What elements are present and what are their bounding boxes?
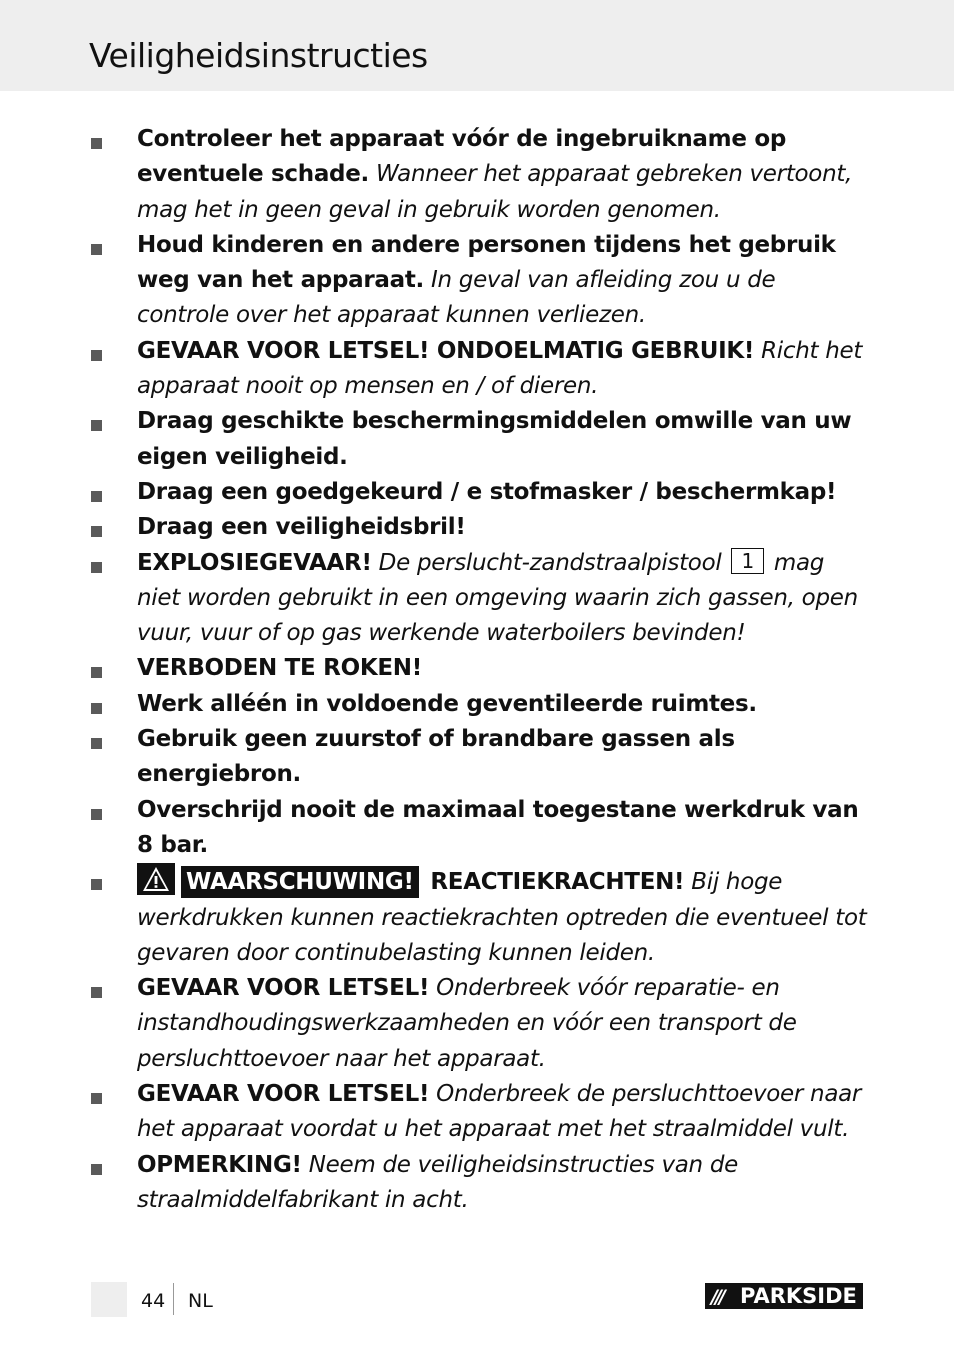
list-item: GEVAAR VOOR LETSEL! Onderbreek de persluchttoevoer naar het apparaat voordat u het apparaat met het straalmiddel vult.	[89, 1077, 869, 1148]
list-item: Overschrijd nooit de maximaal toegestane werkdruk van 8 bar.	[89, 793, 869, 864]
warning-triangle-icon	[137, 863, 175, 895]
list-item: Gebruik geen zuurstof of brandbare gassen als energiebron.	[89, 722, 869, 793]
instruction-list	[89, 122, 869, 1218]
list-item: WAARSCHUWING! REACTIEKRACHTEN! Bij hoge werkdrukken kunnen reactiekrachten optreden die eventueel tot gevaren door continubelasting kunnen leiden.	[89, 863, 869, 971]
parkside-logo	[705, 1283, 863, 1309]
footer-divider	[173, 1283, 174, 1315]
list-item: GEVAAR VOOR LETSEL! Onderbreek vóór reparatie- en instandhoudingswerkzaamheden en vóór een transport de persluchttoevoer naar het apparaat.	[89, 971, 869, 1077]
warning-label: WAARSCHUWING!	[181, 866, 419, 898]
square-bullet-icon	[91, 1164, 102, 1175]
square-bullet-icon	[91, 987, 102, 998]
list-item: Draag een veiligheidsbril!	[89, 510, 869, 545]
square-bullet-icon	[91, 526, 102, 537]
page-number: 44	[141, 1290, 166, 1312]
logo-brand-name: PARKSIDE	[740, 1284, 857, 1308]
square-bullet-icon	[91, 809, 102, 820]
square-bullet-icon	[91, 491, 102, 502]
square-bullet-icon	[91, 138, 102, 149]
list-item: Draag een goedgekeurd / e stofmasker / beschermkap!	[89, 475, 869, 510]
square-bullet-icon	[91, 350, 102, 361]
list-item: OPMERKING! Neem de veiligheidsinstructies van de straalmiddelfabrikant in acht.	[89, 1148, 869, 1219]
list-item: Draag geschikte beschermingsmiddelen omwille van uw eigen veiligheid.	[89, 404, 869, 475]
list-item: VERBODEN TE ROKEN!	[89, 651, 869, 686]
list-item: Houd kinderen en andere personen tijdens het gebruik weg van het apparaat. In geval van afleiding zou u de controle over het apparaat kunnen verliezen.	[89, 228, 869, 334]
list-item: GEVAAR VOOR LETSEL! ONDOELMATIG GEBRUIK! Richt het apparaat nooit op mensen en / of dieren.	[89, 334, 869, 405]
square-bullet-icon	[91, 738, 102, 749]
square-bullet-icon	[91, 1093, 102, 1104]
page-header	[0, 0, 954, 91]
square-bullet-icon	[91, 703, 102, 714]
square-bullet-icon	[91, 667, 102, 678]
square-bullet-icon	[91, 879, 102, 890]
list-item: Werk alléén in voldoende geventileerde ruimtes.	[89, 687, 869, 722]
square-bullet-icon	[91, 244, 102, 255]
square-bullet-icon	[91, 562, 102, 573]
logo-stripes: ///	[711, 1286, 723, 1308]
part-reference-box: 1	[731, 548, 763, 574]
square-bullet-icon	[91, 420, 102, 431]
language-code: NL	[188, 1290, 213, 1312]
list-item: Controleer het apparaat vóór de ingebruikname op eventuele schade. Wanneer het apparaat gebreken vertoont, mag het in geen geval in gebruik worden genomen.	[89, 122, 869, 228]
footer-page-marker	[91, 1282, 127, 1317]
list-item: EXPLOSIEGEVAAR! De perslucht-zandstraalpistool 1 mag niet worden gebruikt in een omgeving waarin zich gassen, open vuur, vuur of op gas werkende waterboilers bevinden!	[89, 546, 869, 652]
page-title: Veiligheidsinstructies	[89, 36, 428, 75]
